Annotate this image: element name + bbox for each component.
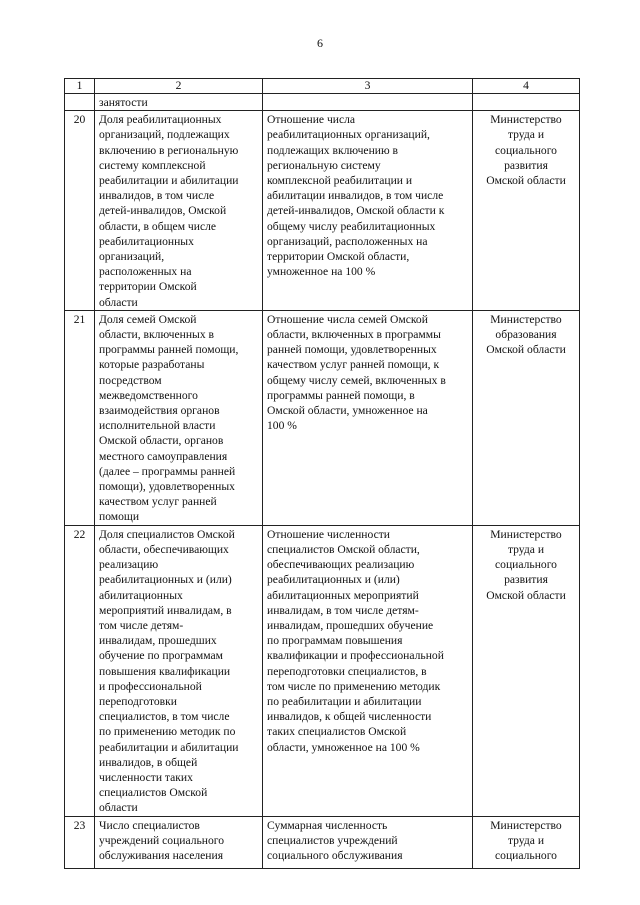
calculation-method: Отношение числа семей Омской области, включенных в программы ранней помощи, удовлетворенных качеством услуг ранней помощи, к общему числу семей, включенных в программы ранней помощи, в Омской области, умноженное на 100 % <box>263 310 473 525</box>
calculation-method: Суммарная численность специалистов учреждений социального обслуживания <box>263 816 473 868</box>
continuation-num-cell <box>65 94 95 111</box>
row-number: 20 <box>65 111 95 311</box>
table-row <box>65 816 580 868</box>
header-cell-1: 1 <box>65 79 95 94</box>
page-number: 6 <box>317 36 323 50</box>
header-cell-4: 4 <box>473 79 580 94</box>
responsible-ministry: Министерство труда и социального развития Омской области <box>473 525 580 816</box>
continuation-ministry-cell <box>473 94 580 111</box>
row-number: 22 <box>65 525 95 816</box>
calculation-method: Отношение численности специалистов Омской области, обеспечивающих реализацию реабилитационных и (или) абилитационных мероприятий инвалидам, в том числе детям- инвалидам, прошедших обучение по программам повышения квалификации и профессиональной переподготовки специалистов, в том числе по применению методик по реабилитации и абилитации инвалидов, к общей численности таких специалистов Омской области, умноженное на 100 % <box>263 525 473 816</box>
table-row <box>65 525 580 816</box>
continuation-name-cell: занятости <box>95 94 263 111</box>
row-number: 23 <box>65 816 95 868</box>
responsible-ministry: Министерство образования Омской области <box>473 310 580 525</box>
indicator-name: Доля семей Омской области, включенных в программы ранней помощи, которые разработаны посредством межведомственного взаимодействия органов исполнительной власти Омской области, органов местного самоуправления (далее – программы ранней помощи), удовлетворенных качеством услуг ранней помощи <box>95 310 263 525</box>
table-row <box>65 310 580 525</box>
indicator-name: Число специалистов учреждений социального обслуживания населения <box>95 816 263 868</box>
continuation-row <box>65 94 580 111</box>
indicator-name: Доля специалистов Омской области, обеспечивающих реализацию реабилитационных и (или) абилитационных мероприятий инвалидам, в том числе детям- инвалидам, прошедших обучение по программам повышения квалификации и профессиональной переподготовки специалистов, в том числе по применению методик по реабилитации и абилитации инвалидов, в общей численности таких специалистов Омской области <box>95 525 263 816</box>
responsible-ministry: Министерство труда и социального развития Омской области <box>473 111 580 311</box>
responsible-ministry: Министерство труда и социального <box>473 816 580 868</box>
indicator-name: Доля реабилитационных организаций, подлежащих включению в региональную систему комплексной реабилитации и абилитации инвалидов, в том числе детей-инвалидов, Омской области, в общем числе реабилитационных организаций, расположенных на территории Омской области <box>95 111 263 311</box>
continuation-method-cell <box>263 94 473 111</box>
row-number: 21 <box>65 310 95 525</box>
table-row <box>65 111 580 311</box>
indicators-table <box>64 78 580 869</box>
table-header-row <box>65 79 580 94</box>
header-cell-2: 2 <box>95 79 263 94</box>
header-cell-3: 3 <box>263 79 473 94</box>
calculation-method: Отношение числа реабилитационных организаций, подлежащих включению в региональную систему комплексной реабилитации и абилитации инвалидов, в том числе детей-инвалидов, Омской области к общему числу реабилитационных организаций, расположенных на территории Омской области, умноженное на 100 % <box>263 111 473 311</box>
